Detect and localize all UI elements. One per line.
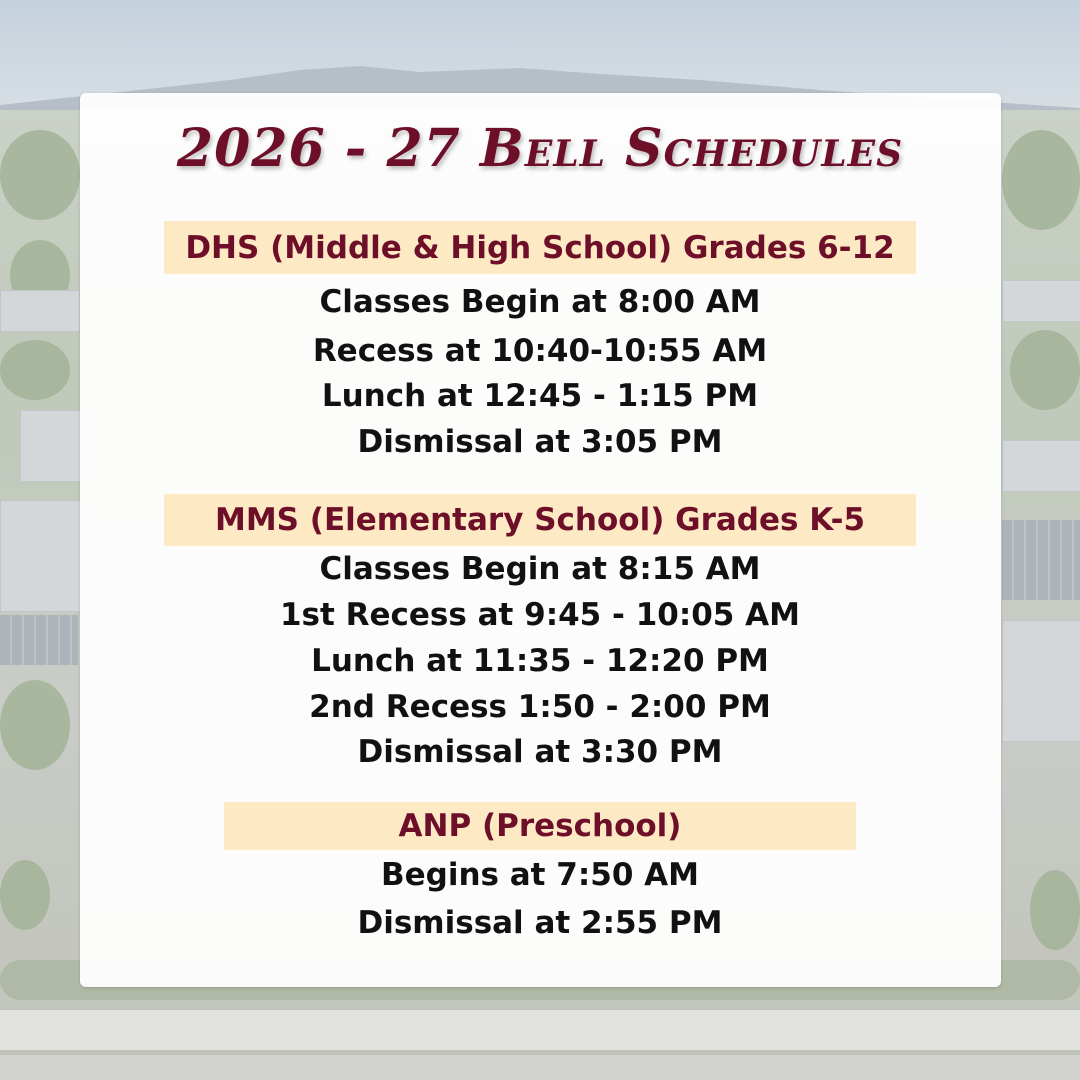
dhs-line: Recess at 10:40-10:55 AM	[312, 333, 768, 369]
anp-section-header: ANP (Preschool)	[224, 802, 856, 850]
mms-section-header: MMS (Elementary School) Grades K-5	[164, 494, 916, 546]
dhs-line: Classes Begin at 8:00 AM	[319, 284, 761, 320]
mms-line: 1st Recess at 9:45 - 10:05 AM	[279, 597, 801, 633]
anp-line: Dismissal at 2:55 PM	[357, 905, 723, 941]
dhs-section-header: DHS (Middle & High School) Grades 6-12	[164, 221, 916, 274]
dhs-line: Lunch at 12:45 - 1:15 PM	[321, 378, 759, 414]
title-text: Bell Schedules	[479, 118, 904, 179]
mms-line: Lunch at 11:35 - 12:20 PM	[311, 643, 769, 679]
title-year: 2026 - 27	[176, 118, 461, 179]
anp-line: Begins at 7:50 AM	[380, 857, 700, 893]
mms-line: Dismissal at 3:30 PM	[357, 734, 723, 770]
dhs-line: Dismissal at 3:05 PM	[357, 424, 723, 460]
mms-line: 2nd Recess 1:50 - 2:00 PM	[309, 689, 771, 725]
mms-line: Classes Begin at 8:15 AM	[319, 551, 761, 587]
page-title	[0, 118, 1080, 179]
